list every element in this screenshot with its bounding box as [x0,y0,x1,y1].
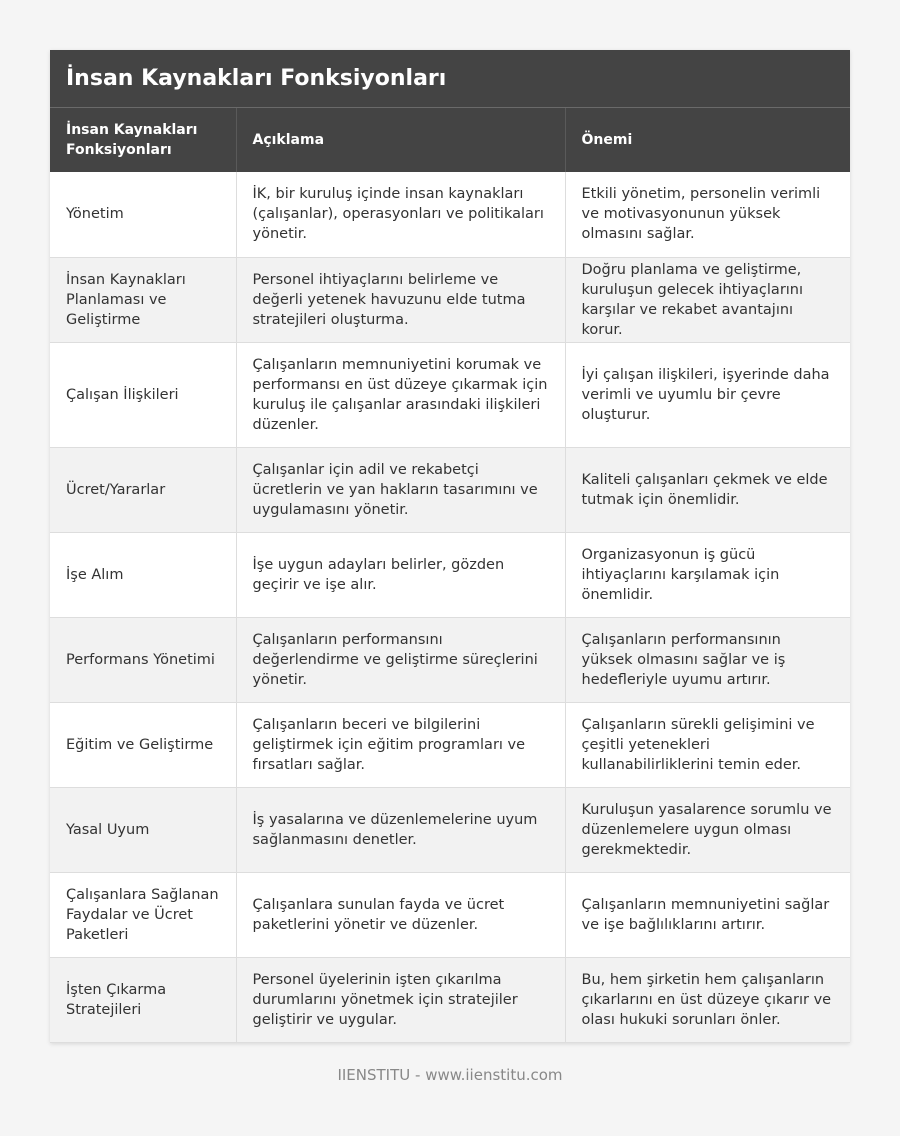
function-cell: Yasal Uyum [50,787,236,872]
description-cell: Çalışanların performansını değerlendirme ve geliştirme süreçlerini yönetir. [236,617,565,702]
hr-functions-card [50,50,850,1043]
column-header-function: İnsan Kaynakları Fonksiyonları [50,108,236,172]
function-cell: Performans Yönetimi [50,617,236,702]
importance-cell: Kuruluşun yasalarence sorumlu ve düzenlemelere uygun olması gerekmektedir. [565,787,850,872]
importance-cell: Çalışanların memnuniyetini sağlar ve işe bağlılıklarını artırır. [565,872,850,957]
table-row [50,532,850,617]
importance-cell: Organizasyonun iş gücü ihtiyaçlarını karşılamak için önemlidir. [565,532,850,617]
description-cell: Çalışanların beceri ve bilgilerini geliştirmek için eğitim programları ve fırsatları sağlar. [236,702,565,787]
description-cell: İş yasalarına ve düzenlemelerine uyum sağlanmasını denetler. [236,787,565,872]
function-cell: Yönetim [50,172,236,257]
importance-cell: Çalışanların performansının yüksek olmasını sağlar ve iş hedefleriyle uyumu artırır. [565,617,850,702]
table-row [50,872,850,957]
description-cell: İK, bir kuruluş içinde insan kaynakları (çalışanlar), operasyonları ve politikaları yönetir. [236,172,565,257]
footer-credit: IIENSTITU - www.iienstitu.com [337,1066,563,1084]
description-cell: Personel ihtiyaçlarını belirleme ve değerli yetenek havuzunu elde tutma stratejileri oluşturma. [236,257,565,342]
importance-cell: Çalışanların sürekli gelişimini ve çeşitli yetenekleri kullanabilirliklerini temin eder. [565,702,850,787]
description-cell: İşe uygun adayları belirler, gözden geçirir ve işe alır. [236,532,565,617]
table-title: İnsan Kaynakları Fonksiyonları [50,50,850,108]
table-row [50,957,850,1042]
table-row [50,257,850,342]
description-cell: Çalışanların memnuniyetini korumak ve performansı en üst düzeye çıkarmak için kuruluş ile çalışanlar arasındaki ilişkileri düzenler. [236,342,565,447]
function-cell: Ücret/Yararlar [50,447,236,532]
description-cell: Çalışanlara sunulan fayda ve ücret paketlerini yönetir ve düzenler. [236,872,565,957]
importance-cell: İyi çalışan ilişkileri, işyerinde daha verimli ve uyumlu bir çevre oluşturur. [565,342,850,447]
column-header-description: Açıklama [236,108,565,172]
column-header-importance: Önemi [565,108,850,172]
hr-functions-table [50,108,850,1043]
table-row [50,342,850,447]
table-header-row [50,108,850,172]
importance-cell: Kaliteli çalışanları çekmek ve elde tutmak için önemlidir. [565,447,850,532]
description-cell: Çalışanlar için adil ve rekabetçi ücretlerin ve yan hakların tasarımını ve uygulamasını yönetir. [236,447,565,532]
function-cell: Çalışanlara Sağlanan Faydalar ve Ücret Paketleri [50,872,236,957]
importance-cell: Bu, hem şirketin hem çalışanların çıkarlarını en üst düzeye çıkarır ve olası hukuki sorunları önler. [565,957,850,1042]
table-row [50,172,850,257]
function-cell: İşe Alım [50,532,236,617]
table-row [50,702,850,787]
description-cell: Personel üyelerinin işten çıkarılma durumlarını yönetmek için stratejiler geliştirir ve uygular. [236,957,565,1042]
importance-cell: Doğru planlama ve geliştirme, kuruluşun gelecek ihtiyaçlarını karşılar ve rekabet avantajını korur. [565,257,850,342]
function-cell: İşten Çıkarma Stratejileri [50,957,236,1042]
function-cell: İnsan Kaynakları Planlaması ve Geliştirme [50,257,236,342]
function-cell: Çalışan İlişkileri [50,342,236,447]
table-row [50,447,850,532]
table-row [50,617,850,702]
function-cell: Eğitim ve Geliştirme [50,702,236,787]
importance-cell: Etkili yönetim, personelin verimli ve motivasyonunun yüksek olmasını sağlar. [565,172,850,257]
table-row [50,787,850,872]
